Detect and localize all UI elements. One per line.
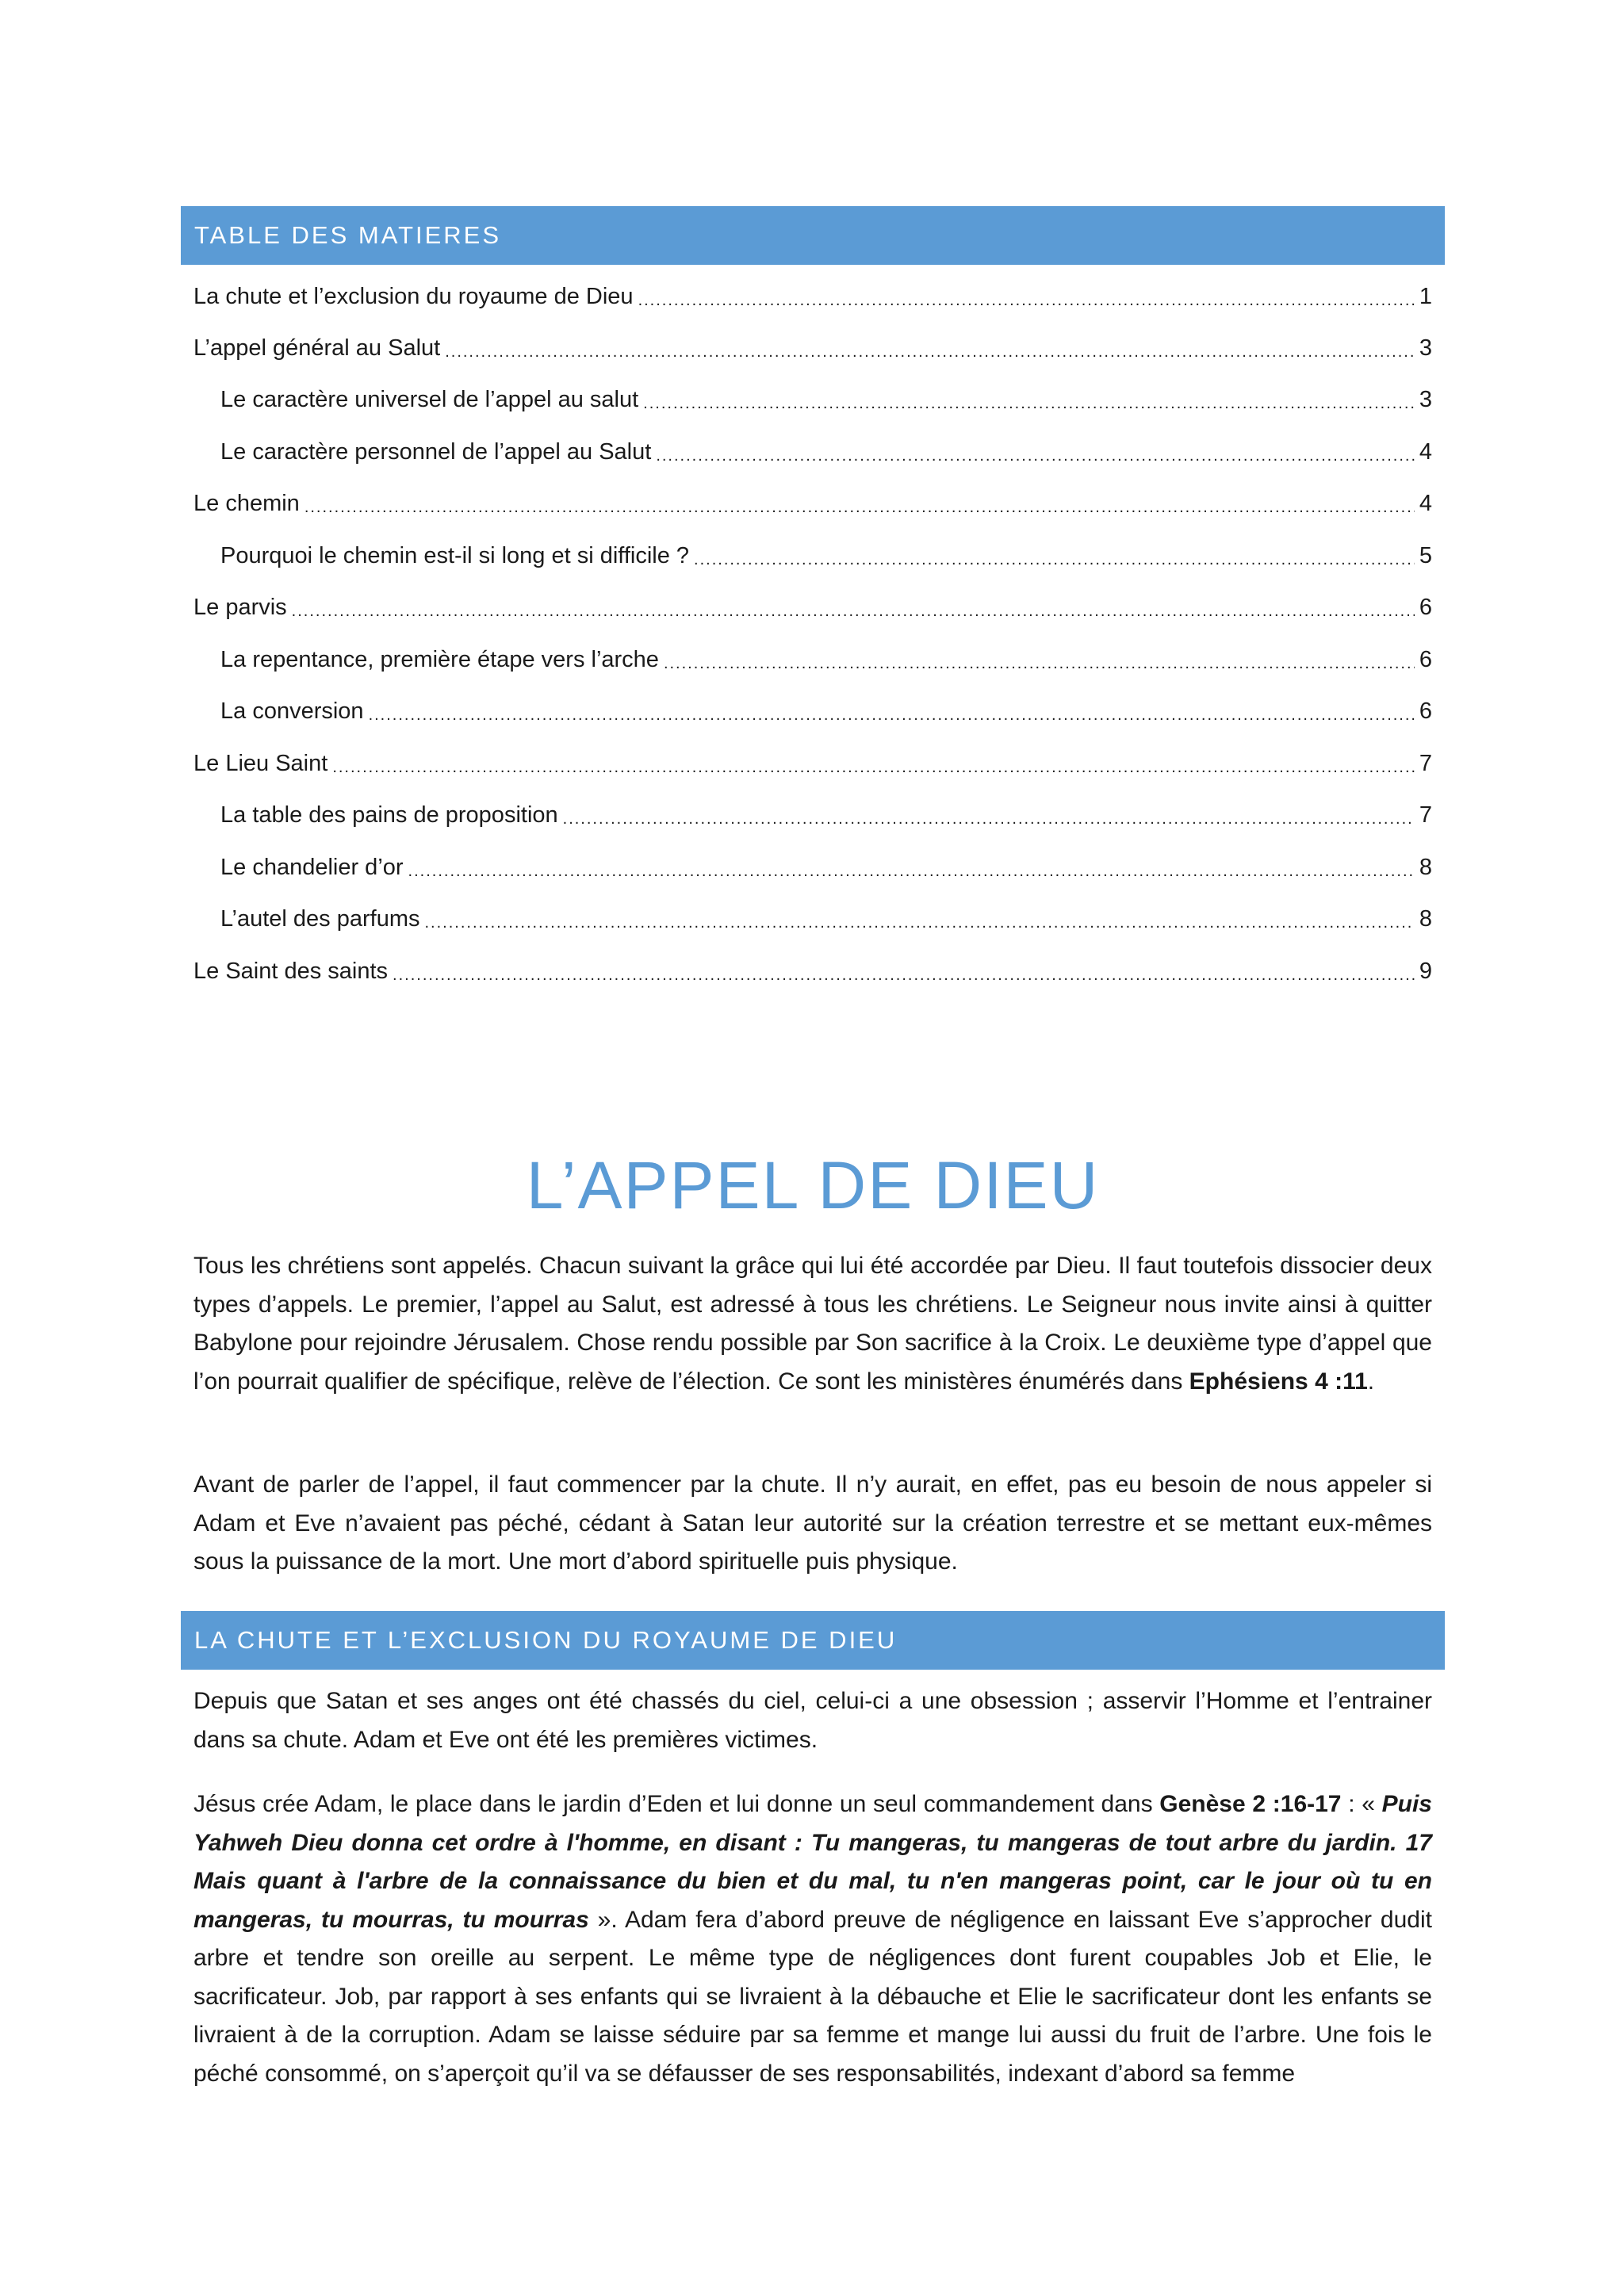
intro-paragraph-1	[193, 1247, 1432, 1401]
toc-entry-title: L’autel des parfums	[220, 906, 420, 932]
toc-dot-leader	[424, 911, 1414, 935]
toc-entry-page: 3	[1419, 387, 1432, 412]
toc-entry-title: Pourquoi le chemin est-il si long et si difficile ?	[220, 543, 690, 568]
section-paragraph-2	[193, 1785, 1432, 2093]
toc-entry[interactable]	[193, 955, 1432, 987]
toc-entry-title: La repentance, première étape vers l’arche	[220, 647, 659, 672]
toc-entry-page: 9	[1419, 959, 1432, 984]
toc-entry-title: Le caractère universel de l’appel au salut	[220, 387, 639, 412]
toc-entry[interactable]	[220, 695, 1432, 727]
intro-paragraph-2: Avant de parler de l’appel, il faut commencer par la chute. Il n’y aurait, en effet, pas eu besoin de nous appeler si Adam et Eve n’avaient pas péché, cédant à Satan leur autorité sur la création terrestre et se mettant eux-mêmes sous la puissance de la mort. Une mort d’abord spirituelle puis physique.	[193, 1471, 1432, 1575]
toc-entry-title: L’appel général au Salut	[193, 335, 441, 361]
toc-entry-page: 8	[1419, 906, 1432, 932]
toc-dot-leader	[292, 599, 1415, 623]
toc-entry[interactable]	[220, 851, 1432, 883]
toc-dot-leader	[393, 963, 1415, 987]
toc-dot-leader	[445, 340, 1415, 364]
toc-entry[interactable]	[220, 799, 1432, 831]
toc-dot-leader	[638, 289, 1415, 312]
toc-entry-page: 7	[1419, 802, 1432, 828]
toc-entry-title: Le chemin	[193, 491, 300, 516]
toc-entry-title: Le caractère personnel de l’appel au Salut	[220, 439, 652, 465]
section-text: Jésus crée Adam, le place dans le jardin d’Eden et lui donne un seul commandement dans	[193, 1791, 1160, 1817]
toc-entry-page: 6	[1419, 595, 1432, 620]
bible-reference: Ephésiens 4 :11	[1189, 1368, 1368, 1395]
toc-dot-leader	[332, 756, 1415, 779]
toc-entry-title: La conversion	[220, 698, 364, 724]
toc-entry-page: 1	[1419, 284, 1432, 309]
toc-entry-title: La table des pains de proposition	[220, 802, 558, 828]
toc-entry[interactable]	[220, 644, 1432, 675]
toc-dot-leader	[643, 392, 1415, 415]
punctuation: .	[1367, 1368, 1375, 1395]
intro-text: Tous les chrétiens sont appelés. Chacun suivant la grâce qui lui été accordée par Dieu. Il faut toutefois dissocier deux types d’appels. Le premier, l’appel au Salut, est adressé à tous les chrétiens. Le Seigneur nous invite ainsi à quitter Babylone pour rejoindre Jérusalem. Chose rendu possible par Son sacrifice à la Croix. Le deuxième type d’appel que l’on pourrait qualifier de spécifique, relève de l’élection. Ce sont les ministères énumérés dans	[193, 1253, 1432, 1395]
toc-entry-page: 6	[1419, 698, 1432, 724]
toc-entry-page: 4	[1419, 491, 1432, 516]
bible-quote: Puis Yahweh Dieu donna cet ordre à l'homme, en disant : Tu mangeras, tu mangeras de tout arbre du jardin. 17 Mais quant à l'arbre de la connaissance du bien et du mal, tu n'en mangeras point, car le jour où tu en mangeras, tu mourras, tu mourras	[193, 1791, 1432, 1933]
section-heading-bar	[181, 1611, 1445, 1670]
toc-dot-leader	[304, 496, 1415, 519]
toc-entry-page: 5	[1419, 543, 1432, 568]
toc-entry[interactable]	[220, 384, 1432, 415]
toc-entry-title: Le chandelier d’or	[220, 855, 404, 880]
document-title: L’APPEL DE DIEU	[526, 1148, 1100, 1223]
toc-entry-title: Le Saint des saints	[193, 959, 389, 984]
toc-entry-page: 6	[1419, 647, 1432, 672]
toc-dot-leader	[563, 807, 1415, 831]
toc-dot-leader	[664, 652, 1415, 675]
toc-heading-bar	[181, 206, 1445, 265]
toc-entry[interactable]	[193, 281, 1432, 312]
toc-entry-title: Le parvis	[193, 595, 287, 620]
toc-entry[interactable]	[193, 591, 1432, 623]
toc-dot-leader	[408, 859, 1415, 883]
toc-entry[interactable]	[220, 540, 1432, 572]
section-text-rest: ». Adam fera d’abord preuve de négligence en laissant Eve s’approcher dudit arbre et tendre son oreille au serpent. Le même type de négligences dont furent coupables Job et Elie, le sacrificateur. Job, par rapport à ses enfants qui se livraient à la débauche et Elie le sacrificateur dont les enfants se livraient à de la corruption. Adam se laisse séduire par sa femme et mange lui aussi du fruit de l’arbre. Une fois le péché consommé, on s’aperçoit qu’il va se défausser de ses responsabilités, indexant d’abord sa femme	[193, 1906, 1432, 2087]
section-paragraph-1: Depuis que Satan et ses anges ont été chassés du ciel, celui-ci a une obsession ; asservir l’Homme et l’entrainer dans sa chute. Adam et Eve ont été les premières victimes.	[193, 1688, 1432, 1753]
toc-dot-leader	[369, 703, 1415, 727]
toc-entry-title: Le Lieu Saint	[193, 751, 328, 776]
toc-entry[interactable]	[193, 748, 1432, 779]
quote-open: : «	[1341, 1791, 1382, 1817]
toc-entry-page: 7	[1419, 751, 1432, 776]
toc-entry[interactable]	[193, 332, 1432, 364]
toc-entry[interactable]	[220, 903, 1432, 935]
toc-dot-leader	[656, 444, 1415, 468]
toc-entry-page: 4	[1419, 439, 1432, 465]
bible-reference: Genèse 2 :16-17	[1159, 1791, 1342, 1817]
toc-entry-page: 3	[1419, 335, 1432, 361]
toc-heading: TABLE DES MATIERES	[194, 221, 502, 249]
section-heading: LA CHUTE ET L’EXCLUSION DU ROYAUME DE DIEU	[194, 1626, 898, 1654]
toc-entry[interactable]	[220, 436, 1432, 468]
toc-entry-title: La chute et l’exclusion du royaume de Dieu	[193, 284, 634, 309]
toc-dot-leader	[694, 548, 1415, 572]
toc-entry-page: 8	[1419, 855, 1432, 880]
toc-entry[interactable]	[193, 488, 1432, 519]
